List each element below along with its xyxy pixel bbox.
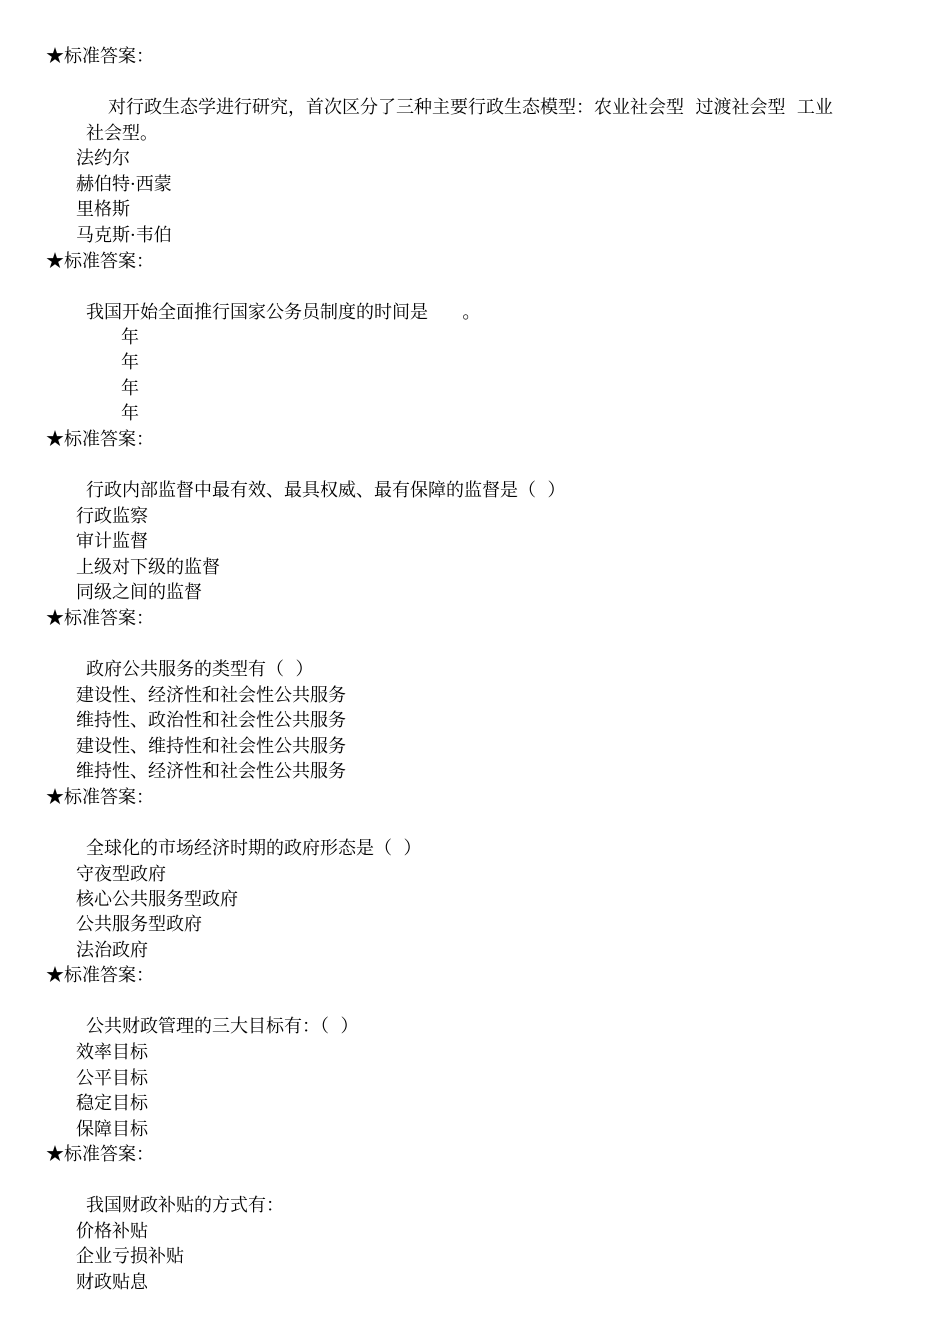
answer-label: ★标准答案： [46,429,154,450]
option-d: 维持性、经济性和社会性公共服务 [76,761,346,782]
option-a: 建设性、经济性和社会性公共服务 [76,685,346,706]
option-b: 审计监督 [76,531,148,552]
option-b: 核心公共服务型政府 [76,889,238,910]
answer-label: ★标准答案： [46,608,154,629]
option-d: 保障目标 [76,1119,148,1140]
option-b: 年 [121,352,139,373]
option-d: 同级之间的监督 [76,582,202,603]
answer-label: ★标准答案： [46,1144,154,1165]
option-c: 稳定目标 [76,1093,148,1114]
option-c: 里格斯 [76,199,130,220]
option-a: 年 [121,327,139,348]
option-a: 价格补贴 [76,1221,148,1242]
question-stem: 公共财政管理的三大目标有：（ ） [86,1016,359,1037]
option-b: 公平目标 [76,1068,148,1089]
answer-label: ★标准答案： [46,965,154,986]
question-stem: 我国开始全面推行国家公务员制度的时间是 。 [86,302,481,323]
option-d: 马克斯·韦伯 [76,225,172,246]
option-a: 效率目标 [76,1042,148,1063]
option-c: 年 [121,378,139,399]
question-stem-continuation: 社会型。 [86,123,158,144]
option-a: 法约尔 [76,148,130,169]
option-c: 公共服务型政府 [76,914,202,935]
option-b: 赫伯特·西蒙 [76,174,172,195]
answer-label: ★标准答案： [46,46,154,67]
option-a: 行政监察 [76,506,148,527]
question-stem: 政府公共服务的类型有（ ） [86,659,314,680]
option-d: 法治政府 [76,940,148,961]
option-d: 年 [121,403,139,424]
answer-label: ★标准答案： [46,787,154,808]
option-b: 企业亏损补贴 [76,1246,184,1267]
option-c: 上级对下级的监督 [76,557,220,578]
question-stem: 行政内部监督中最有效、最具权威、最有保障的监督是（ ） [86,480,566,501]
option-c: 财政贴息 [76,1272,148,1293]
option-b: 维持性、政治性和社会性公共服务 [76,710,346,731]
question-stem: 全球化的市场经济时期的政府形态是（ ） [86,838,422,859]
option-a: 守夜型政府 [76,864,166,885]
question-stem: 对行政生态学进行研究，首次区分了三种主要行政生态模型：农业社会型 过渡社会型 工业 [108,97,833,118]
answer-label: ★标准答案： [46,251,154,272]
question-stem: 我国财政补贴的方式有： [86,1195,284,1216]
option-c: 建设性、维持性和社会性公共服务 [76,736,346,757]
